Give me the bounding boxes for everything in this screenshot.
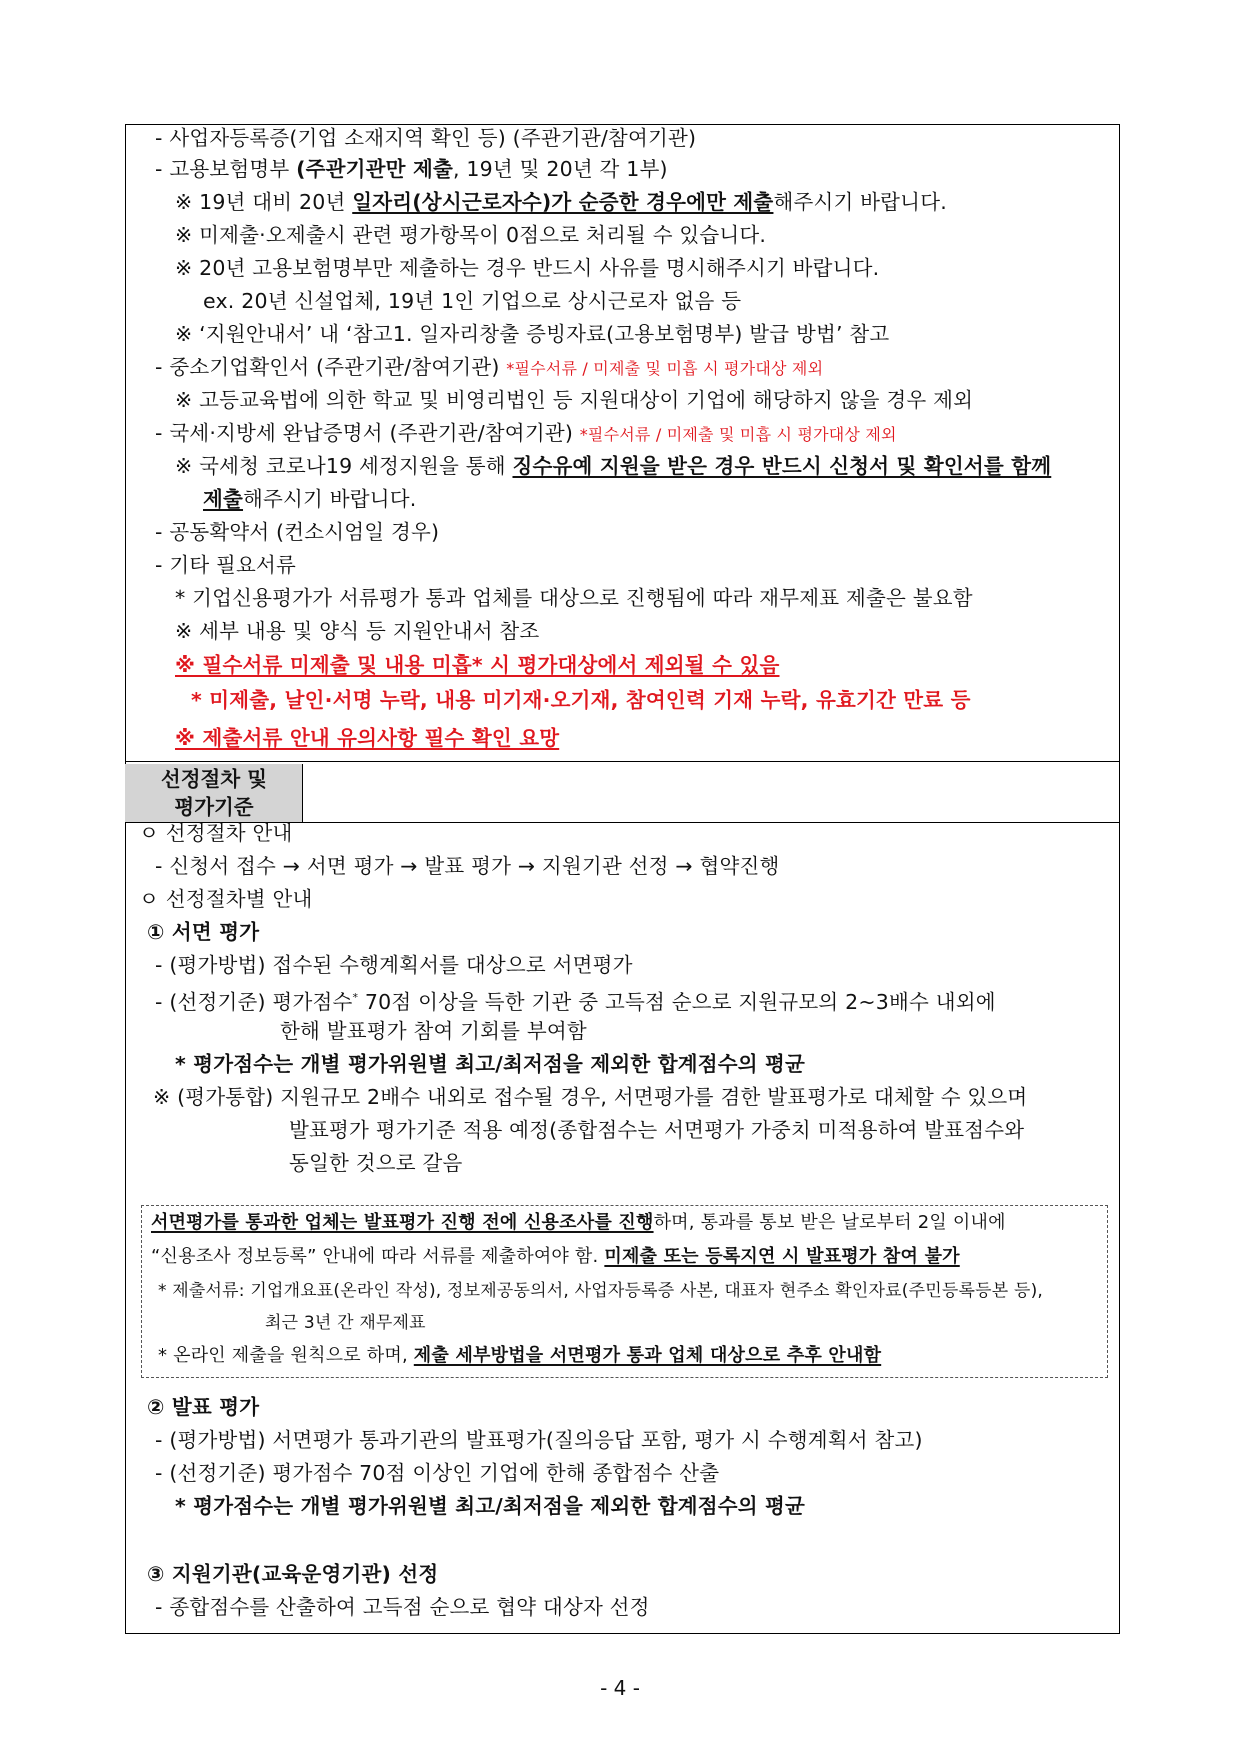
note-line: ※ 고등교육법에 의한 학교 및 비영리법인 등 지원대상이 기업에 해당하지 않을 경우 제외	[175, 388, 974, 412]
text: 하며, 통과를 통보 받은 날로부터 2일 이내에	[653, 1212, 1006, 1233]
note-line-continued: 동일한 것으로 갈음	[289, 1151, 463, 1175]
text: ※ 19년 대비 20년	[175, 190, 353, 214]
doc-item-sme-confirmation	[155, 353, 823, 383]
doc-item-joint-agreement: - 공동확약서 (컨소시엄일 경우)	[155, 520, 440, 544]
notice-line	[158, 1342, 881, 1370]
text: 해주시기 바랍니다.	[243, 487, 417, 511]
footnote-mark: *	[352, 991, 359, 1004]
section-label-line: 선정절차 및	[160, 767, 268, 791]
criteria-line: - (평가방법) 접수된 수행계획서를 대상으로 서면평가	[155, 953, 633, 977]
text: “신용조사 정보등록” 안내에 따라 서류를 제출하여야 함.	[151, 1246, 605, 1267]
doc-item-employment-insurance	[155, 155, 668, 183]
text: 70점 이상을 득한 기관 중 고득점 순으로 지원규모의 2~3배수 내외에	[358, 989, 996, 1014]
footnote-line: * 평가점수는 개별 평가위원별 최고/최저점을 제외한 합계점수의 평균	[175, 1494, 806, 1518]
warning-line: ※ 필수서류 미제출 및 내용 미흡* 시 평가대상에서 제외될 수 있음	[175, 653, 780, 677]
text: - 국세·지방세 완납증명서 (주관기관/참여기관)	[155, 421, 580, 445]
footnote-line: * 평가점수는 개별 평가위원별 최고/최저점을 제외한 합계점수의 평균	[175, 1052, 806, 1076]
note-line: ※ (평가통합) 지원규모 2배수 내외로 접수될 경우, 서면평가를 겸한 발표평가로 대체할 수 있으며	[153, 1085, 1028, 1109]
section-label-line: 평가기준	[174, 795, 254, 819]
procedure-flow: - 신청서 접수 → 서면 평가 → 발표 평가 → 지원기관 선정 → 협약진행	[155, 854, 780, 878]
criteria-line-continued: 한해 발표평가 참여 기회를 부여함	[280, 1019, 587, 1043]
step-heading-selection: ③ 지원기관(교육운영기관) 선정	[147, 1562, 439, 1586]
text: - (선정기준) 평가점수	[155, 989, 353, 1014]
note-line: * 기업신용평가가 서류평가 통과 업체를 대상으로 진행됨에 따라 재무제표 제출은 불요함	[175, 586, 973, 610]
doc-item-tax-certificate	[155, 419, 897, 449]
doc-item-other: - 기타 필요서류	[155, 553, 297, 577]
page-number: - 4 -	[600, 1676, 640, 1700]
note-line: ※ 세부 내용 및 양식 등 지원안내서 참조	[175, 619, 540, 643]
warning-line: ※ 제출서류 안내 유의사항 필수 확인 요망	[175, 726, 560, 750]
criteria-line	[155, 984, 996, 1016]
emphasis-text: 제출 세부방법을 서면평가 통과 업체 대상으로 추후 안내함	[413, 1345, 882, 1366]
note-line	[175, 452, 1051, 480]
step-heading-presentation-evaluation: ② 발표 평가	[147, 1395, 260, 1419]
emphasis-text: 제출	[203, 487, 244, 511]
bullet-heading: ㅇ 선정절차 안내	[139, 821, 293, 845]
bullet-heading: ㅇ 선정절차별 안내	[139, 887, 313, 911]
note-line	[175, 188, 947, 216]
emphasis-text: 일자리(상시근로자수)가 순증한 경우에만 제출	[352, 190, 774, 214]
notice-line-continued: 최근 3년 간 재무제표	[265, 1313, 426, 1333]
step-heading-written-evaluation: ① 서면 평가	[147, 920, 260, 944]
section-label-cell	[125, 764, 303, 822]
notice-line: * 제출서류: 기업개요표(온라인 작성), 정보제공동의서, 사업자등록증 사본, 대표자 현주소 확인자료(주민등록등본 등),	[158, 1281, 1044, 1301]
text: 해주시기 바랍니다.	[773, 190, 947, 214]
note-line: ※ 미제출·오제출시 관련 평가항목이 0점으로 처리될 수 있습니다.	[175, 223, 767, 247]
notice-line	[151, 1243, 960, 1271]
note-line: ※ 20년 고용보험명부만 제출하는 경우 반드시 사유를 명시해주시기 바랍니다.	[175, 256, 880, 280]
note-line: ※ ‘지원안내서’ 내 ‘참고1. 일자리창출 증빙자료(고용보험명부) 발급 방법’ 참고	[175, 322, 890, 346]
example-line: ex. 20년 신설업체, 19년 1인 기업으로 상시근로자 없음 등	[203, 289, 742, 313]
text: , 19년 및 20년 각 1부)	[453, 157, 668, 181]
criteria-line: - (선정기준) 평가점수 70점 이상인 기업에 한해 종합점수 산출	[155, 1461, 720, 1485]
text: - 고용보험명부	[155, 157, 297, 181]
notice-line	[151, 1209, 1006, 1237]
emphasis-text: 징수유예 지원을 받은 경우 반드시 신청서 및 확인서를 함께	[512, 454, 1052, 478]
criteria-line: - 종합점수를 산출하여 고득점 순으로 협약 대상자 선정	[155, 1595, 650, 1619]
criteria-line: - (평가방법) 서면평가 통과기관의 발표평가(질의응답 포함, 평가 시 수행계획서 참고)	[155, 1428, 923, 1452]
required-note: *필수서류 / 미제출 및 미흡 시 평가대상 제외	[579, 425, 897, 444]
table-divider	[125, 761, 1120, 762]
note-line-continued: 발표평가 평가기준 적용 예정(종합점수는 서면평가 가중치 미적용하여 발표점수와	[289, 1118, 1025, 1142]
doc-item-business-registration: - 사업자등록증(기업 소재지역 확인 등) (주관기관/참여기관)	[155, 126, 697, 150]
emphasis-text: 서면평가를 통과한 업체는 발표평가 진행 전에 신용조사를 진행	[151, 1212, 654, 1233]
note-line-continued	[203, 485, 416, 513]
text: - 중소기업확인서 (주관기관/참여기관)	[155, 355, 507, 379]
required-note: *필수서류 / 미제출 및 미흡 시 평가대상 제외	[506, 359, 824, 378]
warning-detail-line: * 미제출, 날인·서명 누락, 내용 미기재·오기재, 참여인력 기재 누락, 유효기간 만료 등	[191, 688, 971, 712]
emphasis-text: (주관기관만 제출	[296, 157, 453, 181]
text: ※ 국세청 코로나19 세정지원을 통해	[175, 454, 513, 478]
emphasis-text: 미제출 또는 등록지연 시 발표평가 참여 불가	[604, 1246, 960, 1267]
text: * 온라인 제출을 원칙으로 하며,	[158, 1345, 414, 1366]
